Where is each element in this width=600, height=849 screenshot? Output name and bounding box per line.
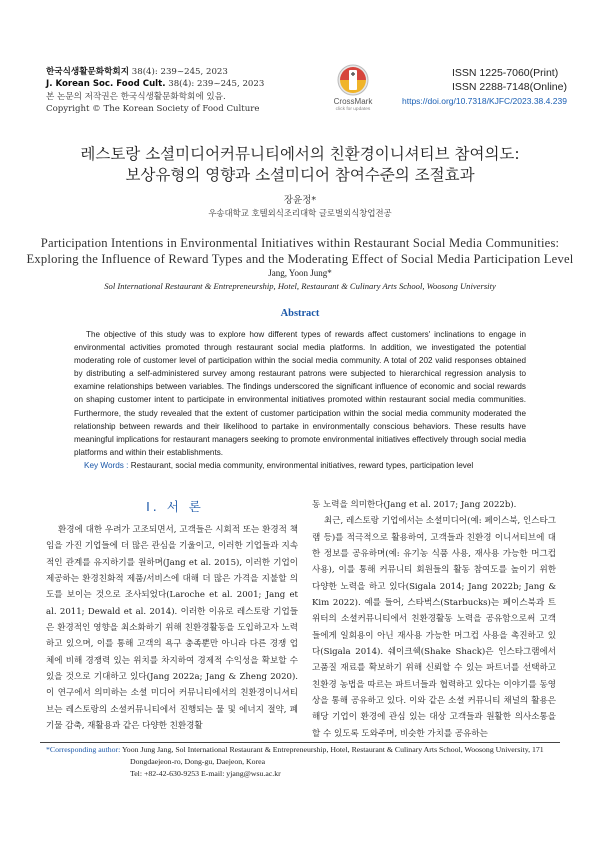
doi-link[interactable]: https://doi.org/10.7318/KJFC/2023.38.4.239	[402, 96, 567, 106]
keywords	[84, 461, 534, 470]
journal-volume-en: 38(4): 239~245, 2023	[168, 79, 265, 90]
keywords-label: Key Words :	[84, 461, 129, 470]
corresponding-name: Yoon Jung Jang, Sol International Restaurant & Entrepreneurship, Hotel, Restaurant & Culinary Arts School, Woosong University, 171	[121, 745, 544, 754]
title-korean-line2: 보상유형의 영향과 소셜미디어 참여수준의 조절효과	[125, 166, 475, 184]
copyright-ko: 본 논문의 저작권은 한국식생활문화학회에 있음.	[46, 91, 226, 102]
keywords-list: Restaurant, social media community, environmental initiatives, reward types, participation level	[130, 461, 474, 470]
author-english: Jang, Yoon Jung*	[268, 268, 332, 278]
journal-name-ko: 한국식생활문화학회지	[46, 67, 130, 77]
issn-block	[452, 66, 567, 94]
crossmark-sub: click for updates	[335, 107, 371, 112]
crossmark-badge[interactable]	[328, 62, 378, 122]
section-heading-introduction: Ⅰ. 서 론	[146, 499, 204, 514]
corresponding-contact: Tel: +82-42-630-9253 E-mail: yjang@wsu.ac.kr	[130, 769, 281, 778]
footnote-divider	[40, 742, 560, 743]
journal-name-en: J. Korean Soc. Food Cult.	[46, 79, 166, 90]
journal-header	[46, 66, 264, 116]
body-column-right	[312, 497, 556, 742]
affiliation-korean: 우송대학교 호텔외식조리대학 글로벌외식창업전공	[208, 208, 392, 218]
body-column-left	[46, 522, 298, 734]
author-korean: 장윤정*	[283, 195, 317, 206]
abstract-body: The objective of this study was to explore how different types of rewards affect customers' inclinations to engage in environmental activities promoted through restaurant social media platforms. In addition, we investigated the potential moderating role of customer level of participation within the social media community. A total of 202 valid responses obtained by distributing a self-administered survey among restaurant patrons were subjected to hierarchical regression analysis to examine relationships between variables. The findings underscored the significant influence of economic and social rewards on shaping customer intent to participate in environmental initiatives promoted within restaurant social media communities. Furthermore, the study revealed that the extent of customer participation within the social media community moderated the relationship between rewards and their likelihood to partake in environmentally conscious behaviors. These results have meaningful implications for restaurant managers seeking to promote environmental initiatives effectively through social media platforms and within their establishments.	[74, 330, 526, 457]
journal-volume-ko: 38(4): 239~245, 2023	[131, 67, 228, 77]
paragraph: 환경에 대한 우려가 고조되면서, 고객들은 시회적 또는 환경적 책임을 가진 기업들에 더 많은 관심을 기울이고, 이러한 기업들과 지속적인 관계를 유지하기를 원하며(Jang et al. 2015), 이러한 기업이 제공하는 환경친화적 제품/서비스에 대해 더 많은 가격을 지불할 의도를 보이는 것으로 조사되었다(Laroche et al. 2001; Jang et al. 2011; Dewald et al. 2014). 이러한 이유로 레스토랑 기업들은 환경적인 영향을 최소화하기 위해 친환경활동을 도입하고자 노력하고 있으며, 이를 통해 고객의 욕구 충족뿐만 아니라 다른 경쟁 업체에 비해 경쟁력 있는 위치를 차지하여 경제적 수익성을 확보할 수 있을 것으로 기대하고 있다(Jang 2022a; Jang & Zheng 2020). 이 연구에서 의미하는 소셜 미디어 커뮤니티에서의 친환경이니셔티브는 레스토랑의 소셜커뮤니티에서 진행되는 물 및 에너지 절약, 폐기물 감축, 재활용과 같은 다양한 친환경활	[46, 525, 298, 732]
issn-online: ISSN 2288-7148(Online)	[452, 81, 567, 93]
corresponding-author-footnote	[46, 744, 544, 780]
abstract-heading: Abstract	[280, 308, 320, 319]
paragraph: 동 노력을 의미한다(Jang et al. 2017; Jang 2022b).	[312, 500, 517, 510]
corresponding-address: Dongdaejeon-ro, Dong-gu, Daejeon, Korea	[130, 757, 266, 766]
title-korean-line1: 레스토랑 소셜미디어커뮤니티에서의 친환경이니셔티브 참여의도:	[80, 145, 520, 163]
crossmark-icon	[328, 62, 378, 122]
title-korean	[0, 144, 600, 186]
title-english-line2: Exploring the Influence of Reward Types and the Moderating Effect of Social Media Participation Level	[26, 252, 574, 266]
affiliation-english: Sol International Restaurant & Entrepreneurship, Hotel, Restaurant & Culinary Arts School, Woosong University	[104, 281, 496, 291]
corresponding-label: *Corresponding author:	[46, 745, 121, 754]
paragraph: 최근, 레스토랑 기업에서는 소셜미디어(예: 페이스북, 인스타그램 등)를 적극적으로 활용하여, 고객들과 친환경 이니셔티브에 대한 정보를 공유하며(예: 유기농 식품 사용, 재사용 가능한 머그컵 사용), 이를 통해 커뮤니티 회원들의 활동 참여도를 높이기 위한 다양한 노력을 하고 있다(Sigala 2014; Jang 2022b; Jang & Kim 2022). 예를 들어, 스타벅스(Starbucks)는 페이스북과 트위터의 소셜커뮤니티에서 친환경활동 노력을 공유함으로써 고객들에게 일회용이 아닌 재사용 가능한 머그컵 사용을 촉진하고 있다(Sigala 2014). 쉐이크쉑(Shake Shack)은 인스타그램에서 고품질 재료를 확보하기 위해 신뢰할 수 있는 파트너를 선택하고 친환경 농법을 따르는 파트너들과 협력하고 있다는 이야기를 동영상을 통해 공유하고 있다. 이와 같은 소셜 커뮤니티 채널의 활용은 해당 기업이 환경에 관심 있는 대상 고객들과 원활한 의사소통을 할 수 있도록 도와주며, 비슷한 가치를 공유하는	[312, 516, 556, 739]
title-english-line1: Participation Intentions in Environmental Initiatives within Restaurant Social Media Communities:	[40, 236, 560, 250]
copyright-en: Copyright © The Korean Society of Food Culture	[46, 104, 260, 115]
issn-print: ISSN 1225-7060(Print)	[452, 67, 559, 79]
crossmark-label: CrossMark	[333, 97, 373, 106]
title-english	[0, 235, 600, 267]
